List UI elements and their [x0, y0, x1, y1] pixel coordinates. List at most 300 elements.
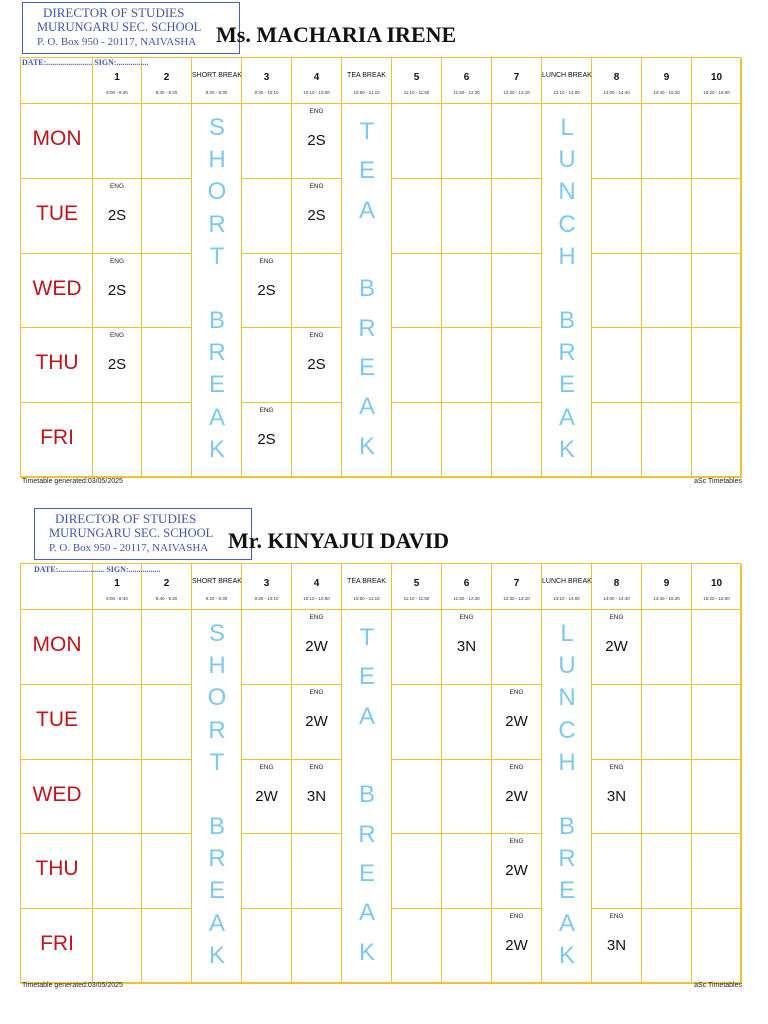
lesson-class: 2S: [307, 356, 326, 374]
lesson-class: 2S: [107, 281, 127, 299]
lesson-subject: ENG: [609, 763, 624, 771]
period-time: 14:00 - 14:40: [603, 90, 630, 95]
period-label: 3: [263, 578, 270, 589]
header-break-lunch: [542, 58, 592, 104]
period-time: 13:10 - 14:00: [553, 596, 580, 601]
lesson-cell: [242, 834, 292, 909]
lesson-cell: [592, 909, 642, 984]
period-time: 9:30 - 10:10: [254, 596, 279, 601]
lesson-class: 2S: [307, 132, 326, 149]
period-label: TEA BREAK: [347, 72, 386, 79]
period-time: 9:20 - 9:30: [205, 596, 228, 601]
lesson-class: 2W: [305, 712, 328, 730]
header-period: [592, 564, 642, 610]
day-label: WED: [32, 782, 82, 806]
lesson-subject: ENG: [509, 838, 524, 846]
short-break-text: [197, 112, 237, 466]
break-letter: H: [558, 242, 576, 270]
lesson-class: 2W: [605, 638, 628, 655]
lesson-subject: ENG: [509, 763, 524, 771]
lesson-cell: [242, 909, 292, 984]
lesson-cell: [492, 909, 542, 984]
lesson-cell: [242, 328, 292, 403]
lesson-cell: [442, 834, 492, 909]
lesson-cell: [392, 403, 442, 478]
break-letter: E: [358, 353, 375, 381]
period-label: 2: [163, 72, 170, 83]
break-letter: A: [358, 393, 375, 421]
break-letter: R: [208, 845, 226, 873]
break-letter: E: [558, 877, 575, 905]
period-label: 7: [513, 72, 520, 83]
break-letter: A: [358, 196, 375, 224]
period-label: 8: [613, 72, 620, 83]
lesson-subject: ENG: [259, 257, 274, 265]
lesson-cell: [442, 909, 492, 984]
header-break-tea: [342, 58, 392, 104]
break-letter: R: [208, 339, 226, 367]
lesson-cell: [292, 328, 342, 403]
period-time: 10:50 - 11:10: [353, 596, 380, 601]
lesson-cell: [692, 685, 742, 760]
break-letter: B: [358, 781, 375, 809]
lesson-cell: [292, 685, 342, 760]
day-row-label-cell: [21, 328, 93, 403]
lesson-subject: ENG: [109, 332, 125, 340]
break-letter: H: [558, 748, 576, 776]
lesson-class: 2W: [255, 787, 278, 805]
break-letter: H: [208, 146, 226, 174]
period-time: 10:10 - 10:50: [303, 90, 330, 95]
period-label: TEA BREAK: [347, 578, 386, 585]
lesson-cell: [692, 834, 742, 909]
break-letter: R: [358, 820, 376, 848]
lesson-subject: ENG: [309, 614, 324, 621]
lesson-class: 2W: [505, 712, 528, 730]
short-break-text: [197, 618, 237, 972]
period-label: 3: [263, 72, 270, 83]
stamp-line-2: MURUNGARU SEC. SCHOOL: [37, 20, 202, 34]
lesson-subject: ENG: [309, 688, 324, 696]
header-period: [392, 564, 442, 610]
lesson-subject: ENG: [509, 913, 524, 921]
period-time: 12:30 - 13:10: [503, 596, 530, 601]
period-label: 8: [613, 578, 620, 589]
break-letter: R: [358, 314, 376, 342]
brand-footer: aSc Timetables: [694, 982, 742, 989]
day-row-label-cell: [21, 909, 93, 984]
brand-footer: aSc Timetables: [694, 478, 742, 485]
lesson-cell: [142, 760, 192, 835]
lesson-cell: [692, 254, 742, 329]
period-label: 4: [313, 72, 320, 83]
lesson-cell: [142, 104, 192, 179]
header-period: [442, 564, 492, 610]
break-letter: [197, 273, 237, 305]
day-row-label-cell: [21, 610, 93, 685]
lesson-cell: [692, 179, 742, 254]
day-label: THU: [35, 857, 79, 881]
period-label: 4: [313, 578, 320, 589]
lesson-cell: [642, 610, 692, 685]
day-label: FRI: [40, 426, 74, 450]
lesson-cell: [692, 909, 742, 984]
lesson-cell: [492, 685, 542, 760]
header-period: [242, 58, 292, 104]
tea-break-text: [347, 618, 387, 972]
lesson-cell: [392, 760, 442, 835]
lesson-cell: [492, 403, 542, 478]
lesson-cell: [492, 104, 542, 179]
lesson-cell: [242, 179, 292, 254]
lesson-cell: [392, 104, 442, 179]
school-stamp: [22, 2, 240, 54]
break-letter: L: [560, 114, 574, 141]
stamp-line-2: MURUNGARU SEC. SCHOOL: [49, 526, 214, 540]
lesson-cell: [392, 909, 442, 984]
lesson-subject: ENG: [259, 407, 274, 415]
break-letter: S: [208, 620, 225, 647]
period-label: 5: [413, 578, 420, 589]
break-letter: B: [358, 275, 375, 303]
short-break-column: [192, 610, 242, 984]
lesson-subject: ENG: [259, 763, 274, 771]
lesson-cell: [642, 685, 692, 760]
header-break-tea: [342, 564, 392, 610]
day-label: THU: [35, 351, 79, 375]
generated-footer: Timetable generated:03/05/2025: [22, 478, 123, 485]
break-letter: E: [208, 371, 225, 399]
break-letter: N: [558, 178, 576, 206]
timetable-grid: [20, 57, 741, 477]
teacher-name: Mr. KINYAJUI DAVID: [228, 528, 450, 553]
stamp-line-1: DIRECTOR OF STUDIES: [43, 5, 185, 20]
break-letter: R: [208, 210, 226, 238]
break-letter: T: [359, 118, 375, 145]
period-label: 6: [463, 72, 470, 83]
teacher-name: Ms. MACHARIA IRENE: [216, 22, 457, 47]
lesson-cell: [442, 610, 492, 685]
break-letter: R: [208, 716, 226, 744]
header-break-short: [192, 58, 242, 104]
lesson-cell: [93, 104, 142, 179]
lesson-class: 3N: [306, 787, 327, 805]
break-letter: A: [558, 909, 575, 937]
generated-footer: Timetable generated:03/05/2025: [22, 982, 123, 989]
lesson-cell: [93, 328, 142, 403]
lesson-cell: [642, 179, 692, 254]
break-letter: T: [209, 748, 225, 776]
lesson-subject: ENG: [109, 182, 125, 190]
period-time: 9:30 - 10:10: [254, 90, 279, 95]
tea-break-column: [342, 610, 392, 984]
lesson-cell: [93, 254, 142, 329]
lunch-break-column: [542, 104, 592, 478]
lesson-class: 2W: [305, 638, 328, 655]
period-time: 8:40 - 9:20: [155, 596, 178, 601]
lesson-cell: [142, 328, 192, 403]
break-letter: K: [208, 941, 225, 969]
lesson-class: 3N: [606, 787, 627, 805]
lesson-cell: [292, 254, 342, 329]
lesson-subject: ENG: [459, 614, 474, 621]
header-period: [442, 58, 492, 104]
header-period: [642, 564, 692, 610]
lesson-cell: [142, 610, 192, 685]
lesson-cell: [642, 254, 692, 329]
day-label: WED: [32, 276, 82, 300]
lesson-cell: [242, 760, 292, 835]
day-row-label-cell: [21, 760, 93, 835]
lesson-cell: [93, 685, 142, 760]
break-letter: K: [358, 938, 375, 966]
header-period: [242, 564, 292, 610]
day-label: TUE: [36, 707, 78, 731]
break-letter: U: [558, 652, 576, 680]
lesson-subject: ENG: [509, 688, 524, 696]
lesson-class: 2W: [505, 937, 528, 955]
break-letter: E: [358, 663, 375, 691]
period-time: 8:40 - 9:20: [155, 90, 178, 95]
period-label: 9: [663, 578, 670, 589]
break-letter: A: [358, 899, 375, 927]
break-letter: B: [558, 813, 575, 841]
period-time: 9:20 - 9:30: [205, 90, 228, 95]
header-period: [292, 58, 342, 104]
break-letter: E: [358, 859, 375, 887]
lesson-cell: [692, 610, 742, 685]
lesson-class: 3N: [606, 937, 627, 955]
break-letter: C: [558, 716, 576, 744]
school-stamp: [34, 508, 252, 560]
lesson-cell: [93, 834, 142, 909]
lesson-cell: [442, 685, 492, 760]
period-time: 13:10 - 14:00: [553, 90, 580, 95]
date-sign-line: DATE:....................... SIGN:................: [34, 565, 161, 574]
period-time: 11:50 - 12:30: [453, 90, 480, 95]
lesson-cell: [492, 760, 542, 835]
lesson-cell: [142, 685, 192, 760]
lesson-cell: [392, 328, 442, 403]
period-time: 10:50 - 11:10: [353, 90, 380, 95]
lesson-cell: [692, 328, 742, 403]
lesson-cell: [442, 760, 492, 835]
lesson-class: 2S: [257, 431, 276, 449]
lesson-cell: [442, 403, 492, 478]
period-label: SHORT BREAK: [192, 72, 242, 79]
lesson-cell: [292, 179, 342, 254]
timetable-grid: [20, 563, 741, 983]
break-letter: [197, 779, 237, 811]
lesson-cell: [642, 834, 692, 909]
break-letter: B: [558, 307, 575, 335]
period-label: 2: [163, 578, 170, 589]
lesson-subject: ENG: [609, 614, 624, 621]
lesson-cell: [592, 685, 642, 760]
lesson-cell: [242, 104, 292, 179]
period-time: 10:10 - 10:50: [303, 596, 330, 601]
period-time: 14:40 - 15:20: [653, 90, 680, 95]
break-letter: R: [558, 339, 576, 367]
break-letter: L: [560, 620, 574, 647]
lesson-cell: [492, 328, 542, 403]
lesson-cell: [242, 403, 292, 478]
period-time: 11:10 - 11:50: [403, 596, 430, 601]
lesson-cell: [492, 179, 542, 254]
day-row-label-cell: [21, 834, 93, 909]
lesson-cell: [93, 610, 142, 685]
header-period: [692, 58, 742, 104]
period-time: 8:00 - 8:40: [106, 90, 128, 95]
lesson-cell: [292, 104, 342, 179]
tea-break-text: [347, 112, 387, 466]
lesson-cell: [142, 834, 192, 909]
lesson-subject: ENG: [309, 332, 324, 340]
header-period: [142, 58, 192, 104]
lesson-class: 2S: [307, 206, 326, 224]
lesson-cell: [242, 685, 292, 760]
period-label: SHORT BREAK: [192, 578, 242, 585]
break-letter: O: [207, 684, 227, 712]
lesson-cell: [242, 610, 292, 685]
lesson-cell: [592, 328, 642, 403]
period-time: 15:20 - 16:00: [703, 90, 730, 95]
period-label: 9: [663, 72, 670, 83]
lesson-cell: [642, 760, 692, 835]
day-label: FRI: [40, 932, 74, 956]
lesson-subject: ENG: [309, 763, 324, 771]
lesson-cell: [292, 834, 342, 909]
period-label: LUNCH BREAK: [542, 72, 592, 79]
header-break-lunch: [542, 564, 592, 610]
header-break-short: [192, 564, 242, 610]
break-letter: K: [558, 941, 575, 969]
lesson-cell: [442, 179, 492, 254]
lunch-break-column: [542, 610, 592, 984]
lesson-cell: [492, 834, 542, 909]
header-period: [692, 564, 742, 610]
lesson-class: 2S: [107, 206, 127, 224]
lesson-cell: [442, 104, 492, 179]
day-row-label-cell: [21, 403, 93, 478]
day-label: MON: [32, 633, 82, 656]
lesson-cell: [142, 179, 192, 254]
break-letter: [347, 230, 387, 269]
day-label: MON: [32, 127, 82, 150]
lesson-cell: [142, 254, 192, 329]
stamp-line-1: DIRECTOR OF STUDIES: [55, 511, 197, 526]
tea-break-column: [342, 104, 392, 478]
lesson-cell: [392, 685, 442, 760]
stamp-line-3: P. O. Box 950 - 20117, NAIVASHA: [49, 542, 209, 554]
period-time: 14:40 - 15:20: [653, 596, 680, 601]
lunch-break-text: [547, 618, 587, 972]
break-letter: B: [208, 307, 225, 335]
period-label: 5: [413, 72, 420, 83]
period-time: 11:50 - 12:30: [453, 596, 480, 601]
lesson-cell: [292, 909, 342, 984]
lesson-cell: [592, 403, 642, 478]
lesson-cell: [492, 610, 542, 685]
break-letter: K: [558, 435, 575, 463]
lesson-cell: [592, 254, 642, 329]
break-letter: A: [358, 702, 375, 730]
lesson-cell: [592, 104, 642, 179]
period-label: 10: [710, 578, 723, 589]
period-label: 7: [513, 578, 520, 589]
lesson-subject: ENG: [309, 182, 324, 190]
day-label: TUE: [36, 201, 78, 225]
lesson-cell: [642, 328, 692, 403]
header-period: [392, 58, 442, 104]
lesson-cell: [93, 909, 142, 984]
lesson-class: 2W: [505, 787, 528, 805]
period-time: 14:00 - 14:40: [603, 596, 630, 601]
lesson-cell: [142, 403, 192, 478]
lesson-cell: [93, 403, 142, 478]
break-letter: E: [208, 877, 225, 905]
lesson-cell: [292, 760, 342, 835]
lesson-cell: [392, 834, 442, 909]
day-row-label-cell: [21, 685, 93, 760]
lesson-cell: [93, 760, 142, 835]
lesson-cell: [292, 403, 342, 478]
break-letter: S: [208, 114, 225, 141]
lesson-cell: [442, 254, 492, 329]
header-period: [642, 58, 692, 104]
break-letter: H: [208, 652, 226, 680]
period-time: 15:20 - 16:00: [703, 596, 730, 601]
break-letter: E: [358, 157, 375, 185]
period-label: 6: [463, 578, 470, 589]
period-label: 10: [710, 72, 723, 83]
break-letter: O: [207, 178, 227, 206]
break-letter: U: [558, 146, 576, 174]
lesson-cell: [692, 760, 742, 835]
lesson-cell: [692, 104, 742, 179]
period-label: 1: [114, 578, 120, 589]
break-letter: E: [558, 371, 575, 399]
break-letter: N: [558, 684, 576, 712]
lesson-cell: [142, 909, 192, 984]
timetable-sheet-1: [0, 0, 768, 500]
header-period: [592, 58, 642, 104]
lesson-cell: [592, 760, 642, 835]
lesson-cell: [392, 254, 442, 329]
lunch-break-text: [547, 112, 587, 466]
date-sign-line: DATE:....................... SIGN:................: [22, 58, 149, 67]
lesson-cell: [592, 834, 642, 909]
break-letter: K: [358, 432, 375, 460]
break-letter: K: [208, 435, 225, 463]
lesson-cell: [242, 254, 292, 329]
lesson-cell: [492, 254, 542, 329]
lesson-cell: [592, 179, 642, 254]
period-time: 12:30 - 13:10: [503, 90, 530, 95]
break-letter: A: [208, 403, 225, 431]
lesson-cell: [93, 179, 142, 254]
lesson-cell: [592, 610, 642, 685]
break-letter: T: [359, 624, 375, 651]
break-letter: T: [209, 242, 225, 270]
day-row-label-cell: [21, 254, 93, 329]
break-letter: [547, 779, 587, 811]
break-letter: A: [208, 909, 225, 937]
break-letter: C: [558, 210, 576, 238]
lesson-cell: [642, 403, 692, 478]
lesson-cell: [292, 610, 342, 685]
day-row-label-cell: [21, 104, 93, 179]
